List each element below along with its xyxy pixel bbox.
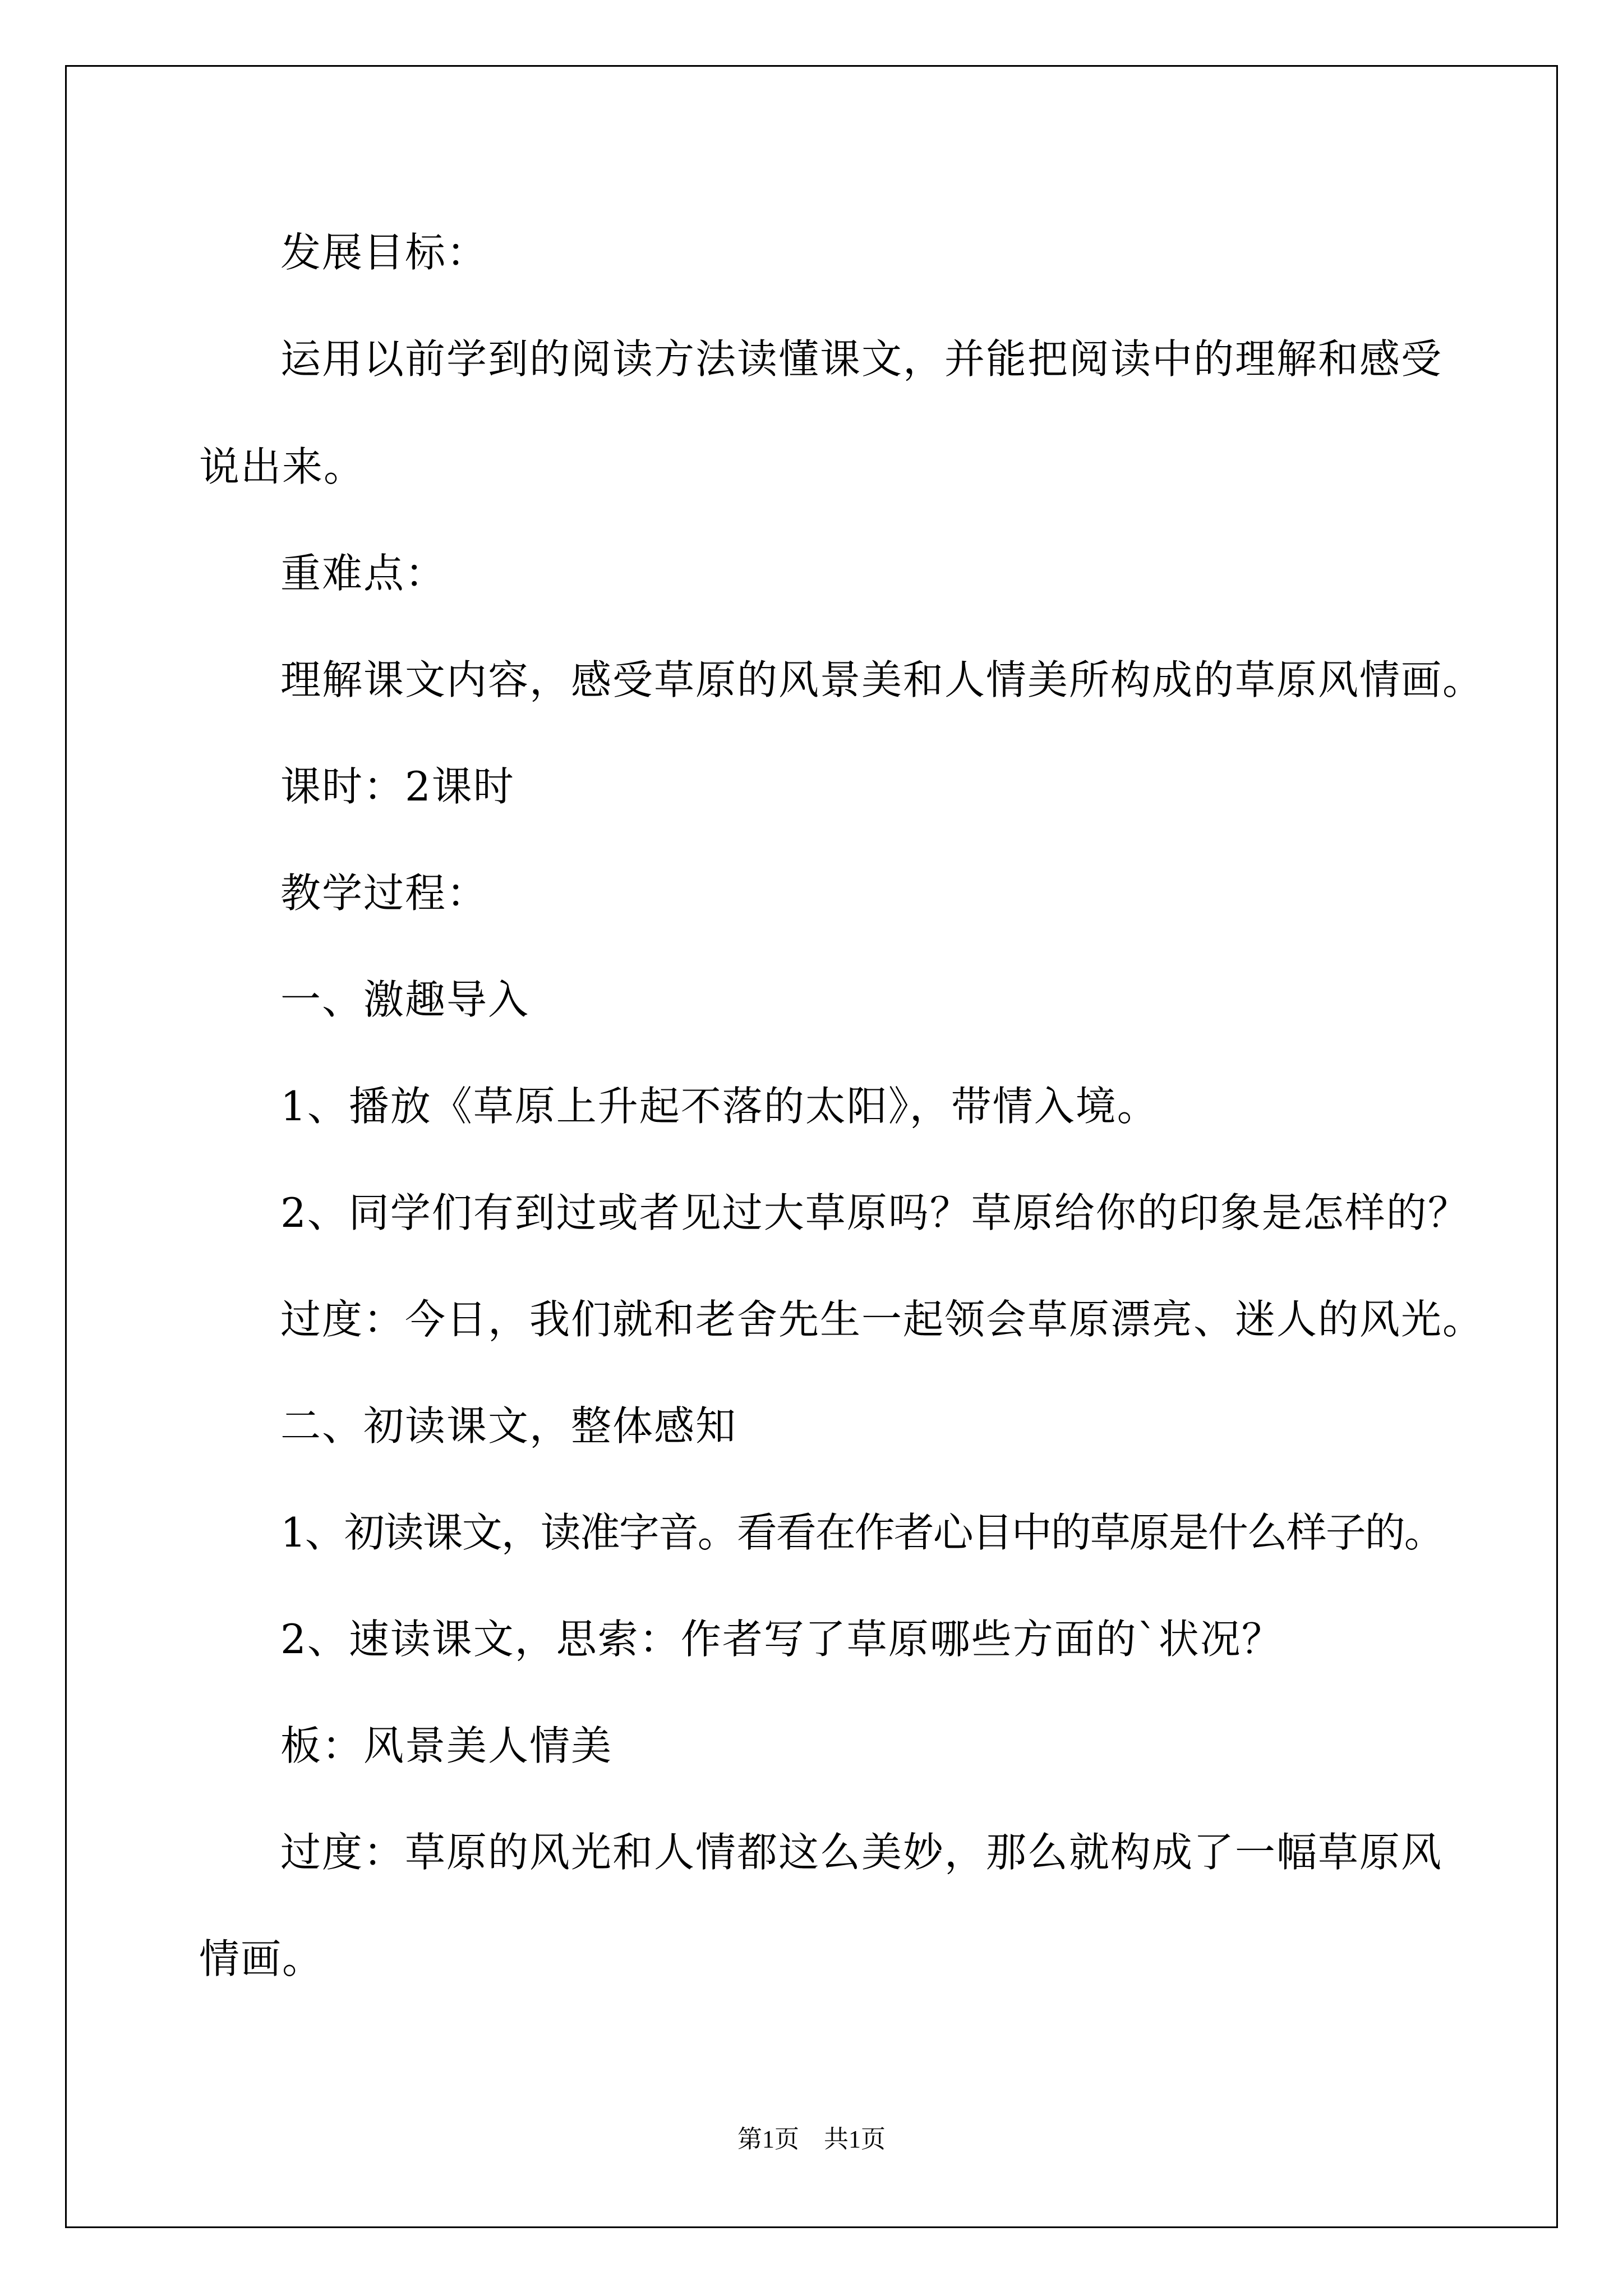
section-heading: 二、初读课文，整体感知 (280, 1402, 737, 1450)
paragraph-line: 2、速读课文，思索：作者写了草原哪些方面的`状况？ (280, 1616, 1283, 1663)
paragraph-line: 过度：今日，我们就和老舍先生一起领会草原漂亮、迷人的风光。 (280, 1296, 1484, 1343)
paragraph-line: 课时：2课时 (280, 763, 515, 810)
page-footer: 第1页 共1页 (737, 2125, 886, 2153)
heading-key-points: 重难点： (280, 550, 447, 597)
paragraph-line: 说出来。 (199, 443, 366, 490)
heading-process: 教学过程： (280, 869, 488, 917)
paragraph-line: 过度：草原的风光和人情都这么美妙，那么就构成了一幅草原风 (280, 1829, 1443, 1876)
paragraph-line: 情画。 (199, 1935, 324, 1982)
paragraph-line: 运用以前学到的阅读方法读懂课文，并能把阅读中的理解和感受 (280, 335, 1443, 383)
paragraph-line: 1、播放《草原上升起不落的太阳》，带情入境。 (280, 1083, 1159, 1130)
heading-goals: 发展目标： (280, 229, 488, 276)
paragraph-line: 1、初读课文，读准字音。看看在作者心目中的草原是什么样子的。 (280, 1509, 1444, 1556)
section-heading: 一、激趣导入 (280, 976, 530, 1023)
paragraph-line: 理解课文内容，感受草原的风景美和人情美所构成的草原风情画。 (280, 656, 1484, 703)
paragraph-line: 板：风景美人情美 (280, 1722, 613, 1769)
paragraph-line: 2、同学们有到过或者见过大草原吗？草原给你的印象是怎样的？ (280, 1189, 1469, 1236)
